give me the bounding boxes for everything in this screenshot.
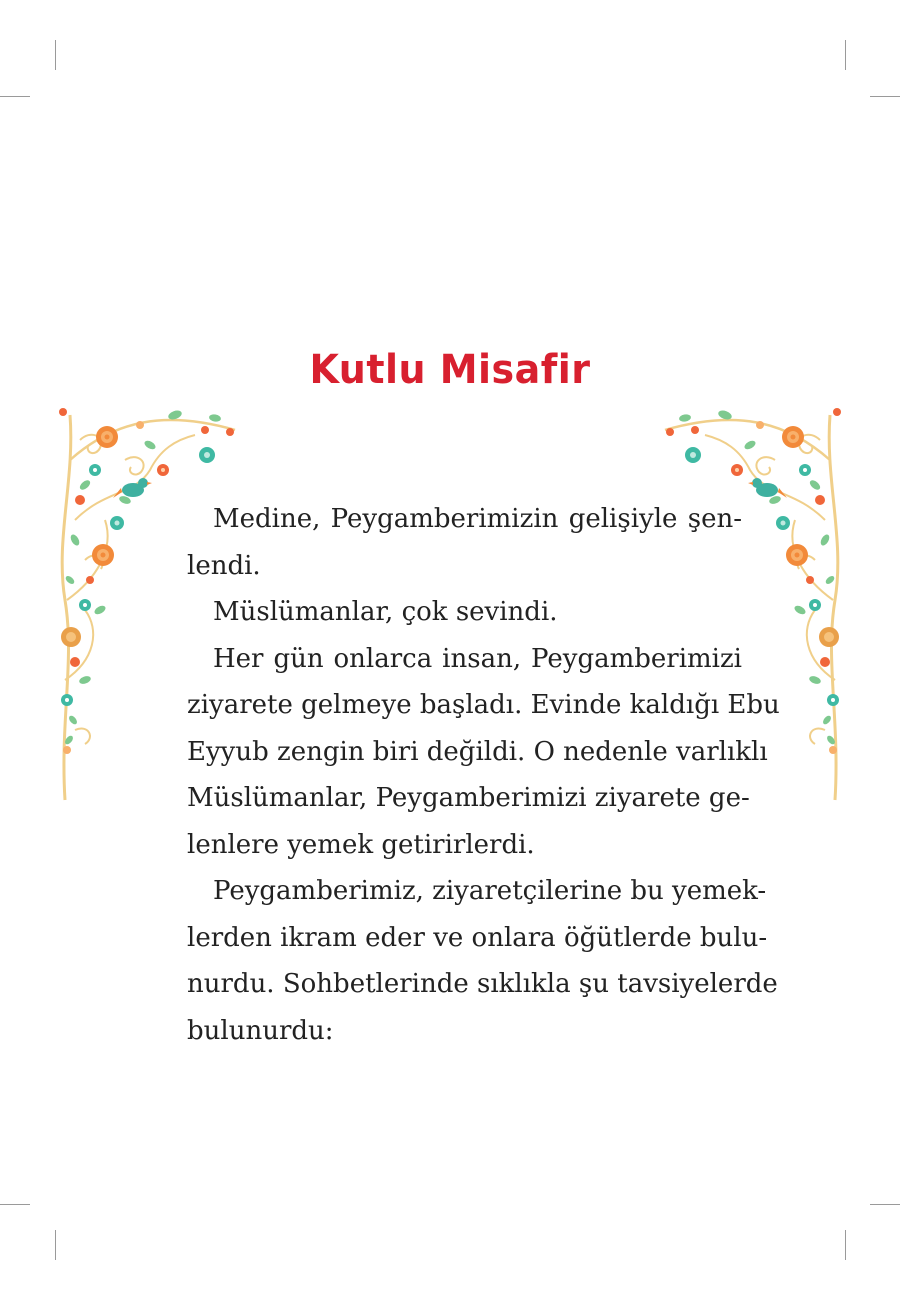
text-line: Müslümanlar, çok sevindi. [213,597,558,627]
text-line: Müslümanlar, Peygamberimizi ziyarete ge- [187,783,750,813]
crop-mark [870,96,900,97]
crop-mark [0,1204,30,1205]
text-line: Medine, Peygamberimizin gelişiyle şen- [213,504,742,534]
text-line: nurdu. Sohbetlerinde sıklıkla şu tavsiyelerde [187,969,778,999]
crop-mark [845,1230,846,1260]
text-line: Her gün onlarca insan, Peygamberimizi [213,643,742,674]
text-line: lendi. [187,550,261,581]
crop-mark [55,40,56,70]
text-line: ziyarete gelmeye başladı. Evinde kaldığı Ebu [187,690,780,720]
text-line: bulunurdu: [187,1015,334,1046]
crop-mark [845,40,846,70]
story-text [187,496,780,1054]
crop-mark [55,1230,56,1260]
text-line: Eyyub zengin biri değildi. O nedenle varlıklı [187,736,768,767]
text-line: Peygamberimiz, ziyaretçilerine bu yemek- [213,876,767,906]
text-line: lenlere yemek getirirlerdi. [187,829,535,860]
text-line: lerden ikram eder ve onlara öğütlerde bulu- [187,922,768,953]
page-title: Kutlu Misafir [309,346,591,393]
crop-mark [0,96,30,97]
crop-mark [870,1204,900,1205]
